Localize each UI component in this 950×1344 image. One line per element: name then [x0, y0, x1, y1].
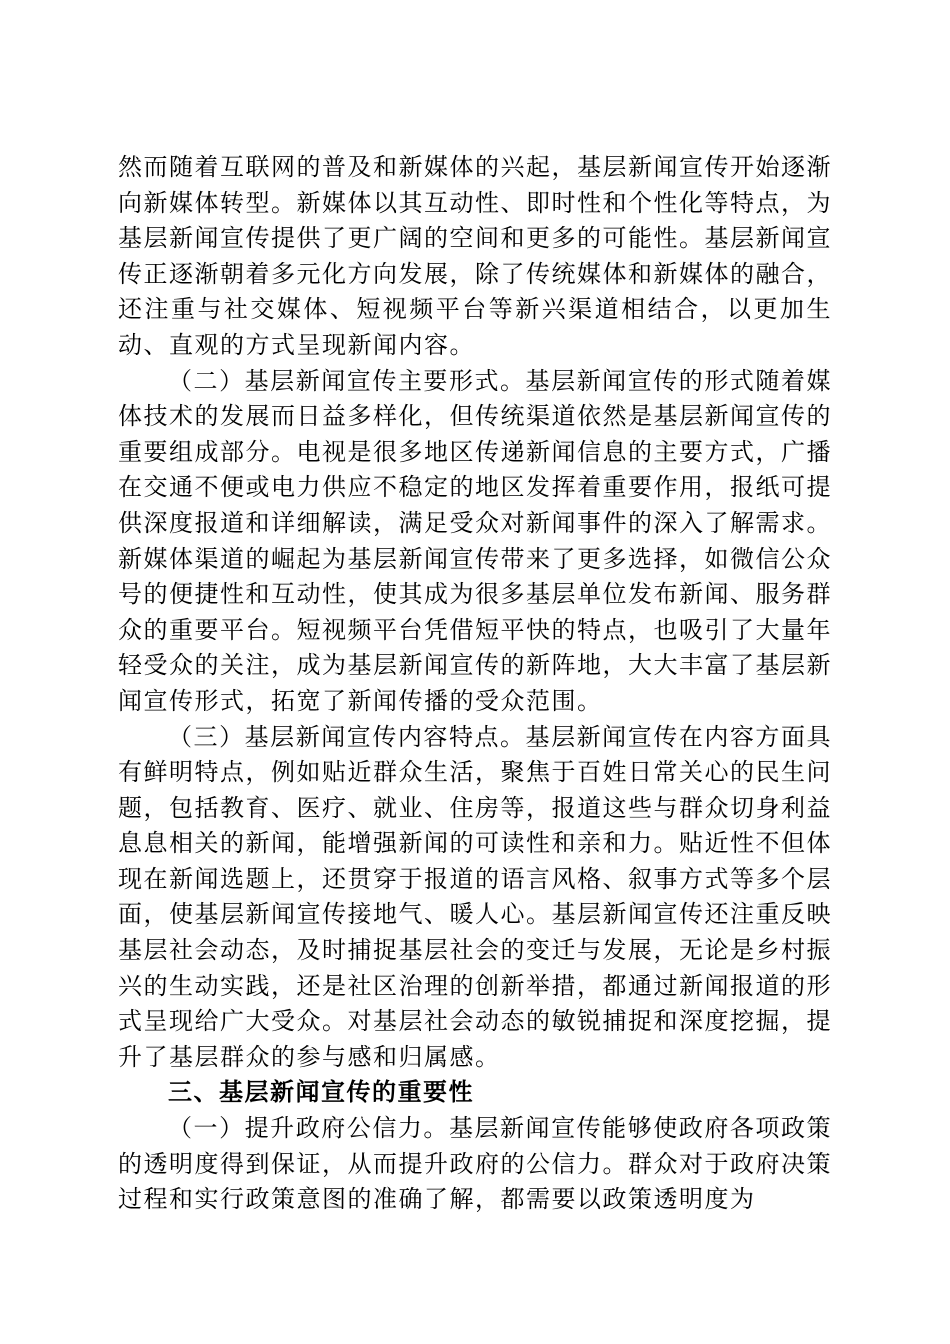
document-page [118, 150, 832, 1218]
paragraph-content-features: （三）基层新闻宣传内容特点。基层新闻宣传在内容方面具有鲜明特点，例如贴近群众生活，聚焦于百姓日常关心的民生问题，包括教育、医疗、就业、住房等，报道这些与群众切身利益息息相关的新闻，能增强新闻的可读性和亲和力。贴近性不但体现在新闻选题上，还贯穿于报道的语言风格、叙事方式等多个层面，使基层新闻宣传接地气、暖人心。基层新闻宣传还注重反映基层社会动态，及时捕捉基层社会的变迁与发展，无论是乡村振兴的生动实践，还是社区治理的创新举措，都通过新闻报道的形式呈现给广大受众。对基层社会动态的敏锐捕捉和深度挖掘，提升了基层群众的参与感和归属感。 [118, 722, 832, 1071]
section-heading: 三、基层新闻宣传的重要性 [168, 1078, 474, 1107]
paragraph-main-forms: （二）基层新闻宣传主要形式。基层新闻宣传的形式随着媒体技术的发展而日益多样化，但传统渠道依然是基层新闻宣传的重要组成部分。电视是很多地区传递新闻信息的主要方式，广播在交通不便或电力供应不稳定的地区发挥着重要作用，报纸可提供深度报道和详细解读，满足受众对新闻事件的深入了解需求。新媒体渠道的崛起为基层新闻宣传带来了更多选择，如微信公众号的便捷性和互动性，使其成为很多基层单位发布新闻、服务群众的重要平台。短视频平台凭借短平快的特点，也吸引了大量年轻受众的关注，成为基层新闻宣传的新阵地，大大丰富了基层新闻宣传形式，拓宽了新闻传播的受众范围。 [118, 366, 832, 715]
paragraph-new-media-transition: 然而随着互联网的普及和新媒体的兴起，基层新闻宣传开始逐渐向新媒体转型。新媒体以其互动性、即时性和个性化等特点，为基层新闻宣传提供了更广阔的空间和更多的可能性。基层新闻宣传正逐渐朝着多元化方向发展，除了传统媒体和新媒体的融合，还注重与社交媒体、短视频平台等新兴渠道相结合，以更加生动、直观的方式呈现新闻内容。 [118, 153, 832, 359]
paragraph-government-credibility: （一）提升政府公信力。基层新闻宣传能够使政府各项政策的透明度得到保证，从而提升政府的公信力。群众对于政府决策过程和实行政策意图的准确了解，都需要以政策透明度为 [118, 1114, 832, 1214]
